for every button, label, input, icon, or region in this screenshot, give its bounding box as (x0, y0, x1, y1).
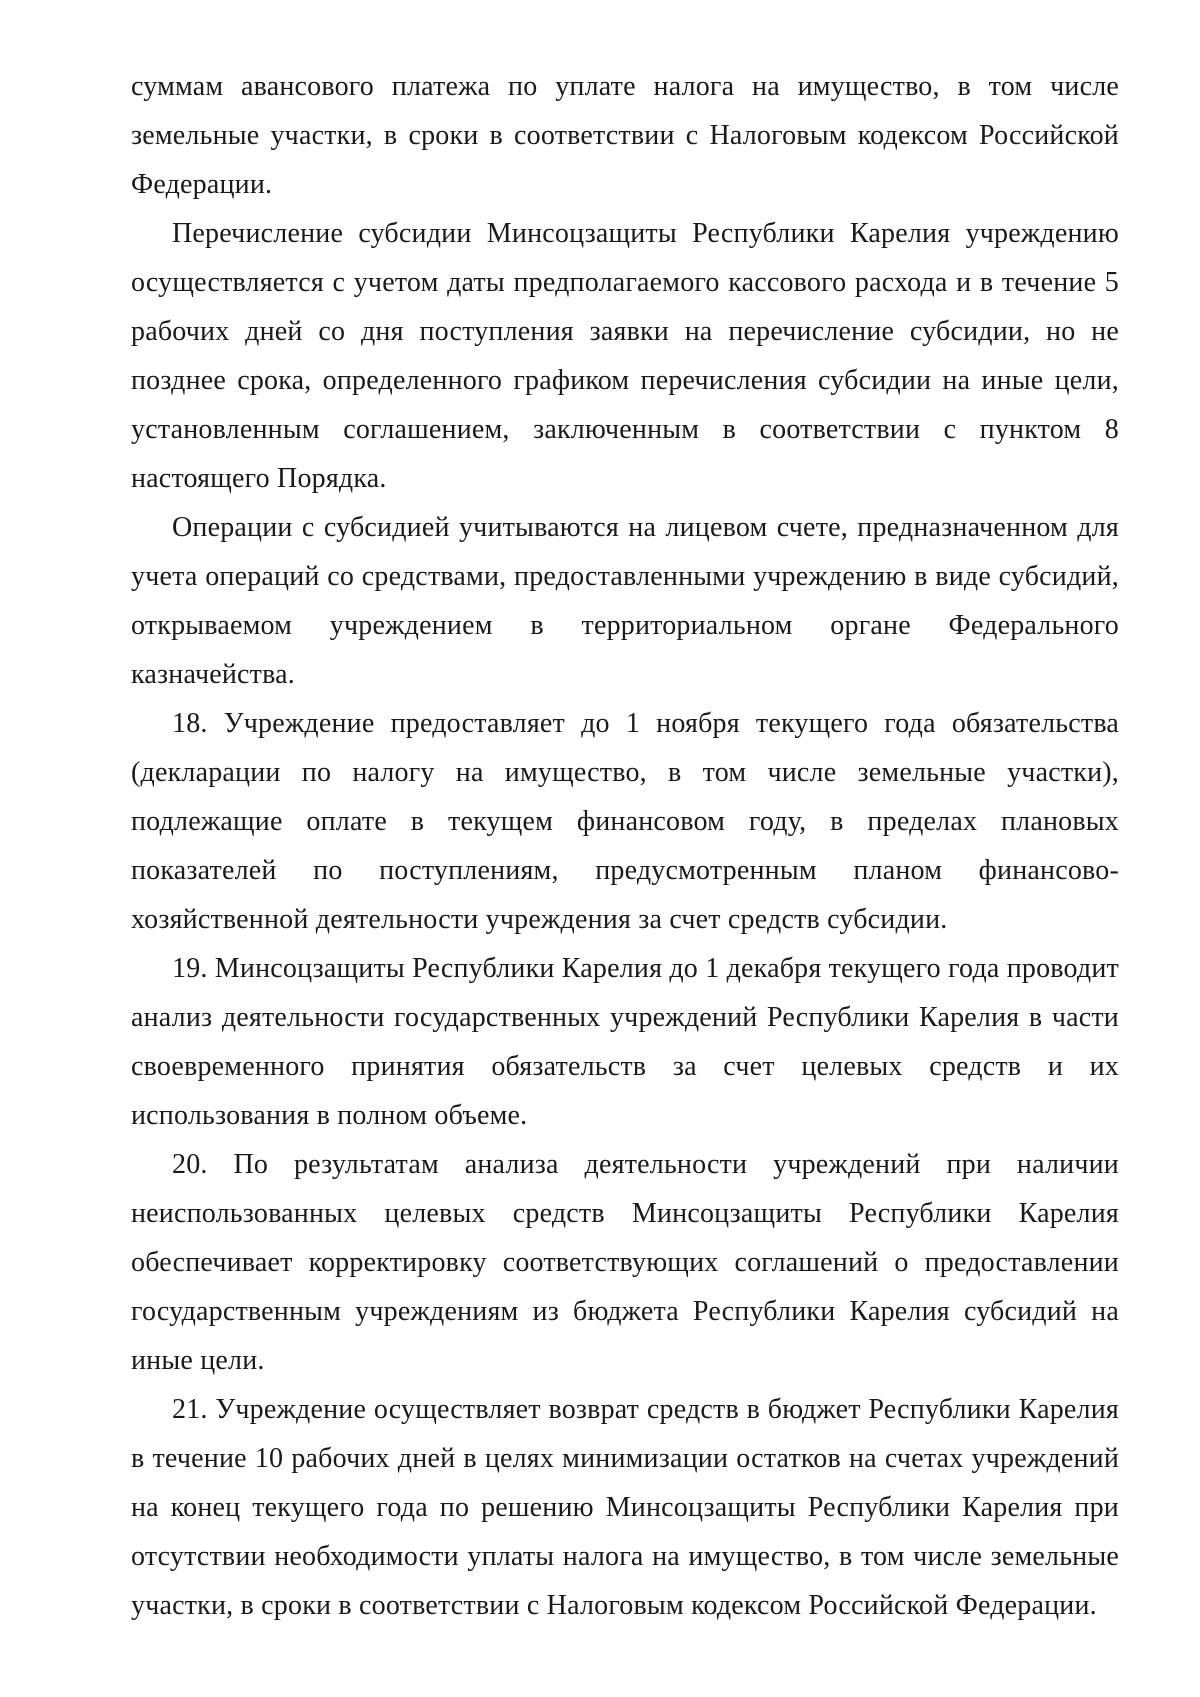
paragraph-item-21: 21. Учреждение осуществляет возврат средств в бюджет Республики Карелия в течение 10 рабочих дней в целях минимизации остатков на счетах учреждений на конец текущего года по решению Минсоцзащиты Республики Карелия при отсутствии необходимости уплаты налога на имущество, в том числе земельные участки, в сроки в соответствии с Налоговым кодексом Российской Федерации. (131, 1394, 1119, 1621)
paragraph-subsidy-operations: Операции с субсидией учитываются на лицевом счете, предназначенном для учета операций со средствами, предоставленными учреждению в виде субсидий, открываемом учреждением в территориальном органе Федерального казначейства. (131, 512, 1119, 690)
document-page (131, 62, 1119, 1630)
paragraph-item-18: 18. Учреждение предоставляет до 1 ноября текущего года обязательства (декларации по налогу на имущество, в том числе земельные участки), подлежащие оплате в текущем финансовом году, в пределах плановых показателей по поступлениям, предусмотренным планом финансово-хозяйственной деятельности учреждения за счет средств субсидии. (131, 708, 1119, 935)
paragraph-item-20: 20. По результатам анализа деятельности учреждений при наличии неиспользованных целевых средств Минсоцзащиты Республики Карелия обеспечивает корректировку соответствующих соглашений о предоставлении государственным учреждениям из бюджета Республики Карелия субсидий на иные цели. (131, 1149, 1119, 1376)
paragraph-subsidy-transfer: Перечисление субсидии Минсоцзащиты Республики Карелия учреждению осуществляется с учетом даты предполагаемого кассового расхода и в течение 5 рабочих дней со дня поступления заявки на перечисление субсидии, но не позднее срока, определенного графиком перечисления субсидии на иные цели, установленным соглашением, заключенным в соответствии с пунктом 8 настоящего Порядка. (131, 218, 1119, 494)
paragraph-item-19: 19. Минсоцзащиты Республики Карелия до 1 декабря текущего года проводит анализ деятельности государственных учреждений Республики Карелия в части своевременного принятия обязательств за счет целевых средств и их использования в полном объеме. (131, 953, 1119, 1131)
paragraph-continuation: суммам авансового платежа по уплате налога на имущество, в том числе земельные участки, в сроки в соответствии с Налоговым кодексом Российской Федерации. (131, 71, 1119, 200)
